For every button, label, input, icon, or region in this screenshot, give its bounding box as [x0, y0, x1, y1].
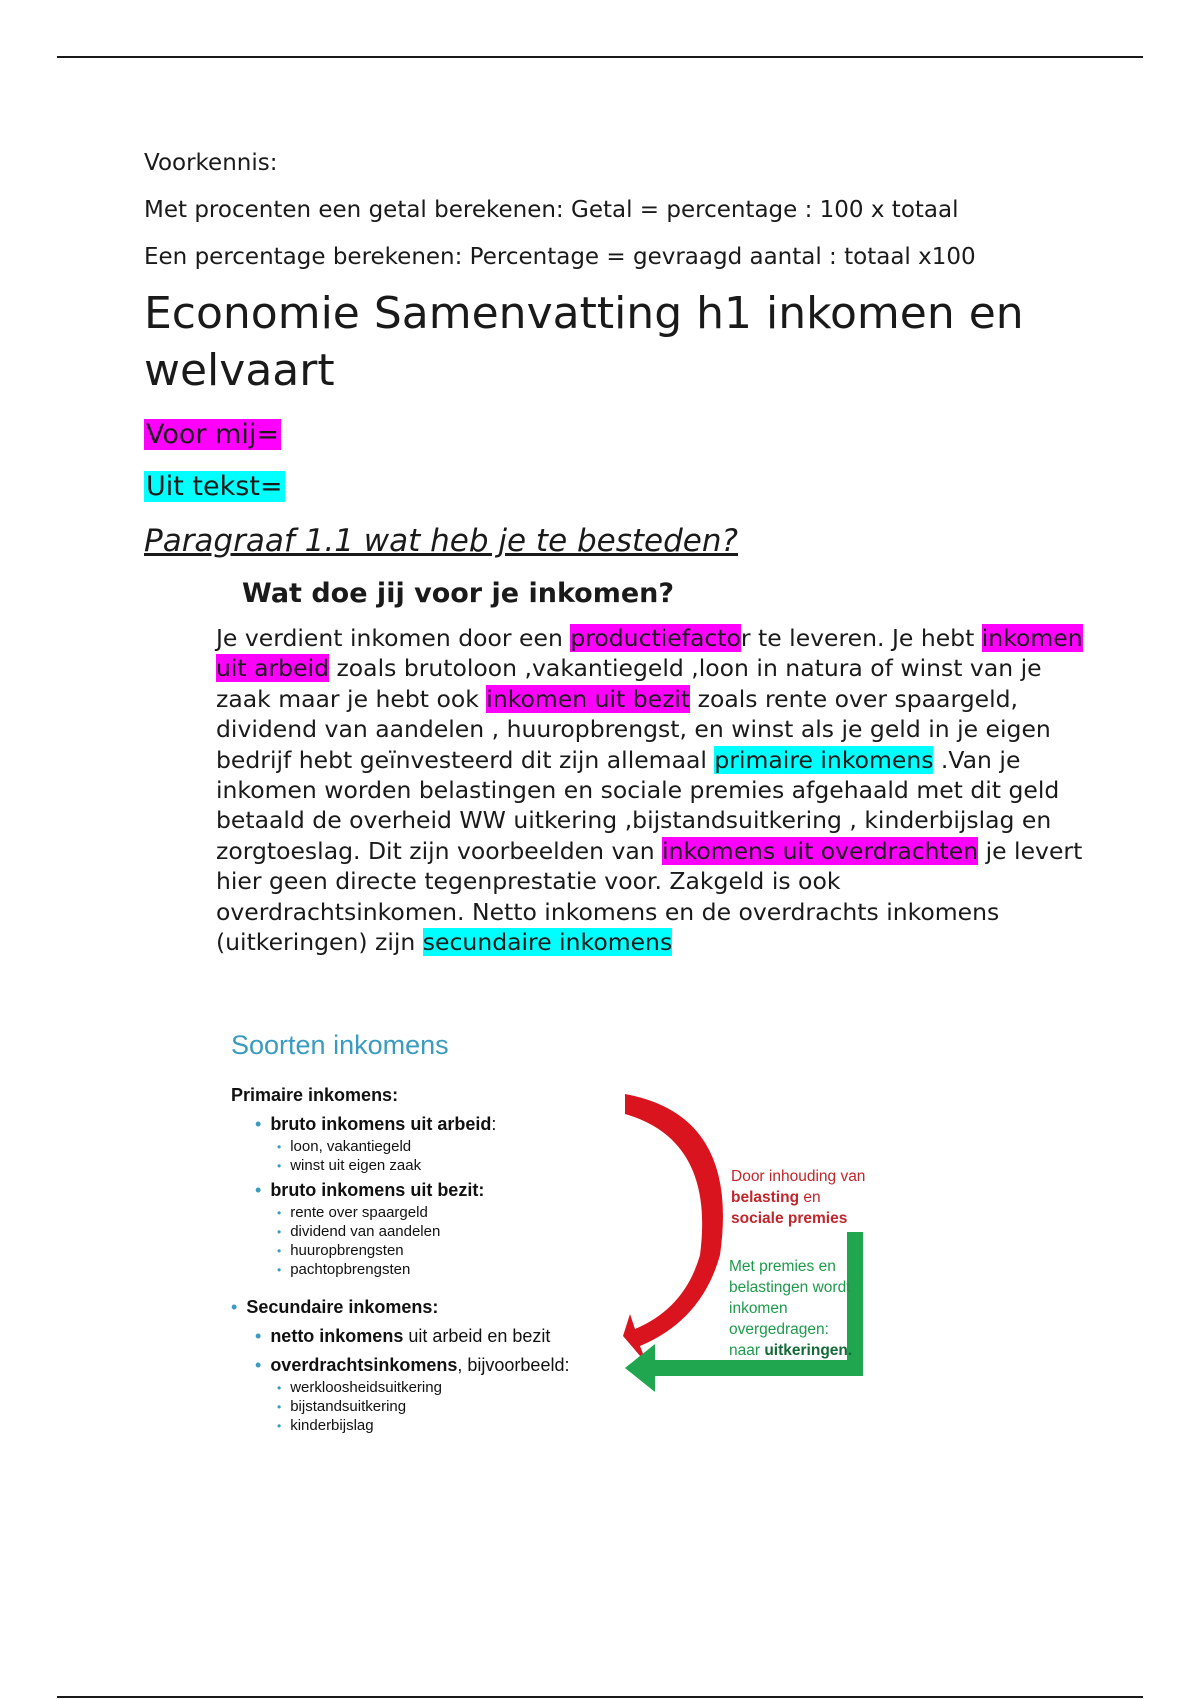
red-note-bold: belasting [731, 1189, 800, 1206]
property-item-text: huuropbrengsten [290, 1242, 404, 1259]
bullet-icon: • [277, 1225, 282, 1239]
legend-mine [144, 409, 1104, 461]
bottom-rule [57, 1696, 1143, 1698]
transfer-item-2 [277, 1398, 406, 1415]
green-note-line [729, 1340, 852, 1361]
highlight-secundaire-inkomens: secundaire inkomens [422, 928, 673, 957]
highlight-productiefactor: productiefacto [570, 624, 741, 652]
section-subtitle: Wat doe jij voor je inkomen? [242, 578, 675, 609]
bullet-icon: • [277, 1419, 282, 1433]
bullet-icon: • [277, 1381, 282, 1395]
bullet-icon: • [277, 1400, 282, 1414]
legend-mine-label: Voor mij= [146, 419, 280, 450]
bullet-icon: • [277, 1263, 282, 1277]
highlight-inkomen-uit-bezit: inkomen uit bezit [486, 684, 691, 713]
transfer-item-text: werkloosheidsuitkering [290, 1379, 442, 1396]
paragraph-text: r te leveren. Je hebt [740, 624, 982, 652]
paragraph-text: zoals rente over spaargeld, dividend van aandelen , huuropbrengst, en winst als je geld in je eigen bedrijf hebt geïnvesteerd dit zijn allemaal [216, 684, 1051, 774]
highlight-inkomen-uit-arbeid: inkomen uit arbeid [216, 624, 1083, 683]
prior-knowledge-heading: Voorkennis: [144, 150, 278, 176]
labor-income-label: bruto inkomens uit arbeid [270, 1114, 492, 1134]
net-income-suffix: uit arbeid en bezit [403, 1326, 551, 1346]
red-note-line: Door inhouding van [731, 1168, 866, 1185]
transfer-income-item [255, 1355, 569, 1376]
page-content [144, 140, 1104, 957]
bullet-icon: • [277, 1244, 282, 1258]
top-rule [57, 56, 1143, 58]
labor-income-item [255, 1114, 496, 1135]
figure-title: Soorten inkomens [231, 1030, 449, 1060]
labor-item-text: winst uit eigen zaak [290, 1157, 422, 1174]
section-title: Paragraaf 1.1 wat heb je te besteden? [144, 523, 738, 559]
paragraph-text: je levert hier geen directe tegenprestatie voor. Zakgeld is ook overdrachtsinkomen. Netto inkomens en de overdrachts inkomens (uitkeringen) zijn [216, 836, 1083, 957]
green-note-line: belastingen wordt [729, 1279, 851, 1296]
labor-item-text: loon, vakantiegeld [290, 1138, 412, 1155]
bullet-icon: • [255, 1180, 262, 1200]
bullet-icon: • [255, 1326, 262, 1346]
primary-heading: Primaire inkomens: [231, 1085, 399, 1105]
transfer-item-text: kinderbijslag [290, 1417, 374, 1434]
prior-knowledge-line-2: Een percentage berekenen: Percentage = gevraagd aantal : totaal x100 [144, 244, 976, 270]
paragraph-text: zoals brutoloon ,vakantiegeld ,loon in natura of winst van je zaak maar je hebt ook [216, 654, 1042, 713]
transfer-item-3 [277, 1417, 374, 1434]
property-item-text: dividend van aandelen [290, 1223, 441, 1240]
transfer-item-text: bijstandsuitkering [290, 1398, 407, 1415]
green-note-line: inkomen [729, 1300, 788, 1317]
paragraph-text: .Van je inkomen worden belastingen en sociale premies afgehaald met dit geld betaald de overheid WW uitkering ,bijstandsuitkering , kinderbijslag en zorgtoeslag. Dit zijn voorbeelden van [216, 745, 1060, 865]
red-note-line [731, 1208, 865, 1229]
bullet-icon: • [231, 1297, 238, 1317]
green-note-text: naar [729, 1342, 765, 1359]
labor-item-1 [277, 1138, 411, 1155]
bullet-icon: • [277, 1140, 282, 1154]
green-note-line: Met premies en [729, 1258, 836, 1275]
body-paragraph [216, 623, 1096, 957]
red-curved-arrow [623, 1094, 723, 1364]
bullet-icon: • [277, 1159, 282, 1173]
property-item-1 [277, 1204, 428, 1221]
prior-knowledge-line-1: Met procenten een getal berekenen: Getal = percentage : 100 x totaal [144, 197, 959, 223]
property-income-item [255, 1180, 484, 1201]
legend-text [144, 461, 1104, 513]
red-note-bold: sociale premies [731, 1210, 848, 1227]
green-note-line: overgedragen: [729, 1321, 829, 1338]
labor-item-2 [277, 1157, 421, 1174]
red-note-text: en [799, 1189, 821, 1206]
legend-text-label: Uit tekst= [146, 471, 283, 502]
property-item-3 [277, 1242, 404, 1259]
highlight-inkomens-uit-overdrachten: inkomens uit overdrachten [662, 836, 979, 865]
property-item-2 [277, 1223, 440, 1240]
income-types-figure [215, 1020, 915, 1460]
property-item-4 [277, 1261, 410, 1278]
secondary-heading [231, 1297, 438, 1318]
green-note-bold: uitkeringen. [764, 1342, 853, 1359]
bullet-icon: • [277, 1206, 282, 1220]
document-title: Economie Samenvatting h1 inkomen en welvaart [144, 288, 1024, 396]
transfer-income-label: overdrachtsinkomens [270, 1355, 458, 1375]
property-income-label: bruto inkomens uit bezit: [270, 1180, 485, 1200]
property-item-text: rente over spaargeld [290, 1204, 428, 1221]
bullet-icon: • [255, 1114, 262, 1134]
property-item-text: pachtopbrengsten [290, 1261, 411, 1278]
red-note-line [731, 1187, 865, 1208]
secondary-heading-label: Secundaire inkomens: [246, 1297, 439, 1317]
bullet-icon: • [255, 1355, 262, 1375]
green-arrow-note [729, 1256, 852, 1361]
transfer-income-suffix: , bijvoorbeeld: [457, 1355, 570, 1375]
transfer-item-1 [277, 1379, 442, 1396]
net-income-item [255, 1326, 550, 1347]
red-arrow-note [731, 1166, 865, 1229]
labor-income-suffix: : [491, 1114, 497, 1134]
net-income-label: netto inkomens [270, 1326, 404, 1346]
paragraph-text: Je verdient inkomen door een [216, 624, 571, 652]
highlight-primaire-inkomens: primaire inkomens [714, 745, 934, 774]
prior-knowledge [144, 140, 1104, 281]
